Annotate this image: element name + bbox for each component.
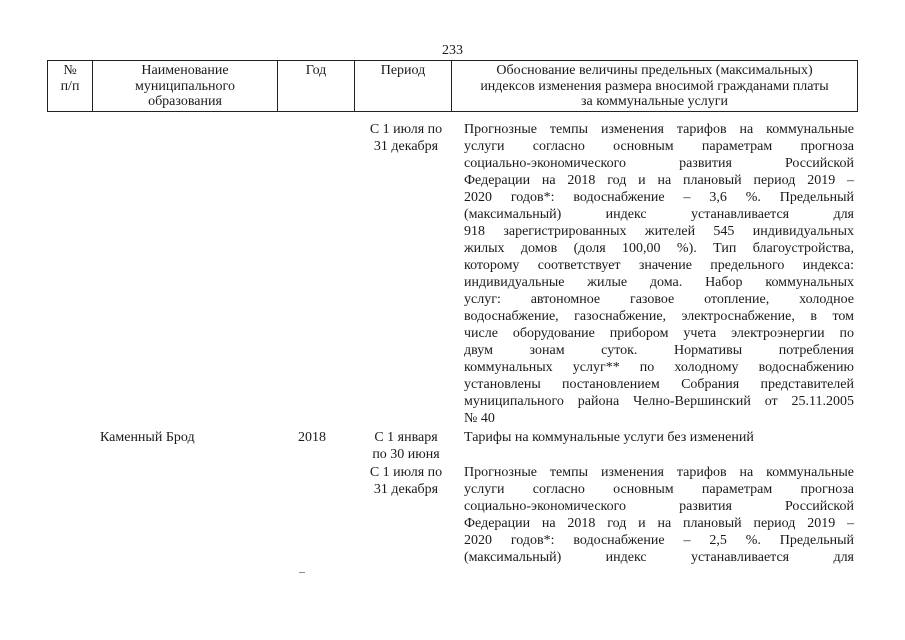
text-line: (максимальный) индекс устанавливается для — [464, 207, 854, 222]
row3-period-line1: С 1 июля по — [369, 465, 443, 480]
header-basis-line2: индексов изменения размера вносимой гражданами платы — [480, 78, 829, 94]
text-line: которому соответствует значение предельного индекса: — [464, 258, 854, 273]
row3-period-line2: 31 декабря — [373, 482, 439, 497]
header-number-line1: № — [63, 63, 77, 78]
row2-period-line1: С 1 января — [374, 430, 438, 445]
text-line: Прогнозные темпы изменения тарифов на коммунальные — [464, 465, 854, 480]
header-basis-line3: за коммунальные услуги — [580, 94, 729, 109]
text-line: (максимальный) индекс устанавливается для — [464, 550, 854, 565]
text-line: Федерации на 2018 год и на плановый период 2019 – — [464, 516, 854, 531]
text-line: услуги согласно основным параметрам прогноза — [464, 139, 854, 154]
text-line: двум зонам суток. Нормативы потребления — [464, 343, 854, 358]
table-header — [47, 60, 858, 112]
header-year: Год — [305, 63, 327, 78]
header-period: Период — [380, 63, 426, 78]
text-line: индивидуальные жилые дома. Набор коммунальных — [464, 275, 854, 290]
row1-basis-text — [464, 121, 854, 427]
header-basis-line1: Обоснование величины предельных (максимальных) — [496, 63, 813, 78]
row3-basis-text — [464, 464, 854, 566]
text-line: коммунальных услуг** по холодному водоснабжению — [464, 360, 854, 375]
header-number-line2: п/п — [60, 78, 80, 94]
text-line: услуги согласно основным параметрам прогноза — [464, 482, 854, 497]
row2-basis-text: Тарифы на коммунальные услуги без изменений — [464, 430, 754, 445]
text-line: Федерации на 2018 год и на плановый период 2019 – — [464, 173, 854, 188]
text-line: 918 зарегистрированных жителей 545 индивидуальных — [464, 224, 854, 239]
row2-year: 2018 — [298, 430, 326, 445]
text-line: водоснабжение, газоснабжение, электроснабжение, в том — [464, 309, 854, 324]
row3-period — [356, 464, 456, 498]
header-basis — [452, 63, 857, 110]
header-municipality — [93, 63, 277, 110]
header-municipality-line3: образования — [148, 94, 222, 109]
text-line: муниципального района Челно-Вершинский от 25.11.2005 — [464, 394, 854, 409]
text-line: жилых домов (доля 100,00 %). Тип благоустройства, — [464, 241, 854, 256]
scan-mark — [299, 572, 305, 573]
text-line: № 40 — [464, 411, 495, 426]
row1-period — [356, 121, 456, 155]
row1-period-line1: С 1 июля по — [369, 122, 443, 137]
row1-period-line2: 31 декабря — [373, 139, 439, 154]
row2-period-line2: по 30 июня — [372, 447, 440, 462]
text-line: 2020 годов*: водоснабжение – 3,6 %. Предельный — [464, 190, 854, 205]
text-line: социально-экономического развития Российской — [464, 156, 854, 171]
text-line: услуг: автономное газовое отопление, холодное — [464, 292, 854, 307]
page-number: 233 — [442, 43, 463, 58]
row2-municipality: Каменный Брод — [100, 430, 195, 445]
header-number — [48, 63, 92, 94]
text-line: 2020 годов*: водоснабжение – 2,5 %. Предельный — [464, 533, 854, 548]
header-municipality-line2: муниципального — [135, 78, 235, 94]
text-line: социально-экономического развития Российской — [464, 499, 854, 514]
header-municipality-line1: Наименование — [141, 63, 229, 78]
row2-period — [356, 429, 456, 463]
text-line: числе оборудование прибором учета электроэнергии по — [464, 326, 854, 341]
text-line: Прогнозные темпы изменения тарифов на коммунальные — [464, 122, 854, 137]
text-line: установлены постановлением Собрания представителей — [464, 377, 854, 392]
